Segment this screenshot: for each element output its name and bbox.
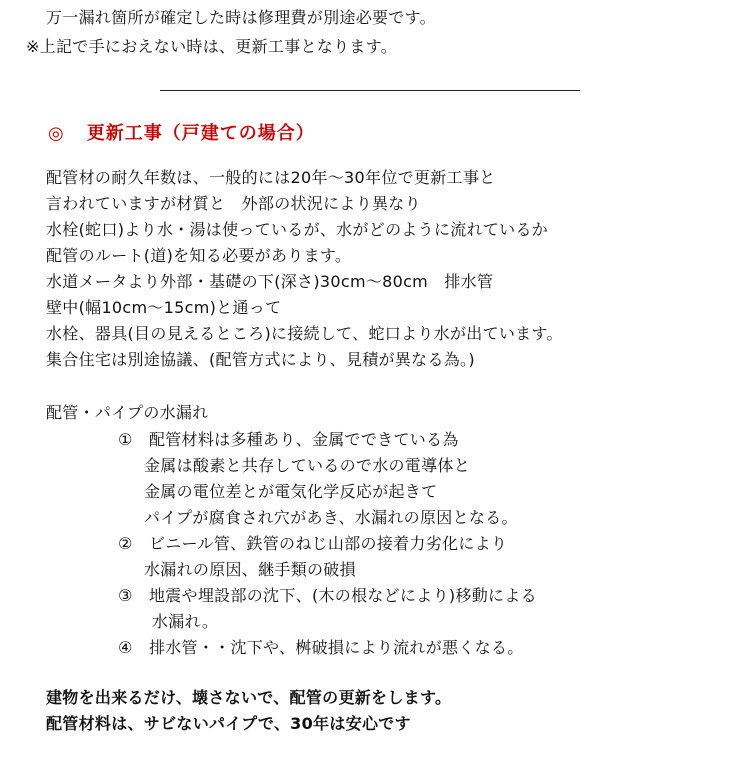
leak-item-1: ① 配管材料は多種あり、金属でできている為	[118, 430, 459, 449]
body-line-7: 水栓、器具(目の見えるところ)に接続して、蛇口より水が出ています。	[46, 324, 563, 343]
leak-item-3: ③ 地震や埋設部の沈下、(木の根などにより)移動による	[118, 586, 537, 605]
leak-item-3-detail: 水漏れ。	[152, 612, 219, 631]
body-line-6: 壁中(幅10cm～15cm)と通って	[46, 298, 282, 317]
body-line-5: 水道メータより外部・基礎の下(深さ)30cm～80cm 排水管	[46, 272, 494, 291]
leak-item-2: ② ビニール管、鉄管のねじ山部の接着力劣化により	[118, 534, 508, 553]
closing-line-2: 配管材料は、サビないパイプで、30年は安心です	[46, 714, 411, 733]
double-circle-icon: ◎	[48, 123, 65, 144]
closing-line-1: 建物を出来るだけ、壊さないで、配管の更新をします。	[46, 688, 452, 707]
leak-item-4: ④ 排水管・・沈下や、桝破損により流れが悪くなる。	[118, 638, 524, 657]
body-line-8: 集合住宅は別途協議、(配管方式により、見積が異なる為。)	[46, 350, 475, 369]
body-line-1: 配管材の耐久年数は、一般的には20年～30年位で更新工事と	[46, 168, 496, 187]
leak-item-1-detail-1: 金属は酸素と共存しているので水の電導体と	[144, 456, 471, 475]
section-heading	[48, 122, 315, 146]
leak-item-1-detail-2: 金属の電位差とが電気化学反応が起きて	[144, 482, 438, 501]
intro-renewal-note: ※上記で手におえない時は、更新工事となります。	[26, 37, 398, 56]
section-divider	[160, 90, 580, 91]
body-line-4: 配管のルート(道)を知る必要があります。	[46, 246, 352, 265]
section-title: 更新工事（戸建ての場合）	[86, 123, 315, 144]
body-line-3: 水栓(蛇口)より水・湯は使っているが、水がどのように流れているか	[46, 220, 549, 239]
body-line-2: 言われていますが材質と 外部の状況により異なり	[46, 194, 421, 213]
leak-item-2-detail: 水漏れの原因、継手類の破損	[144, 560, 356, 579]
leak-section-heading: 配管・パイプの水漏れ	[46, 403, 209, 422]
leak-item-1-detail-3: パイプが腐食され穴があき、水漏れの原因となる。	[144, 508, 518, 527]
intro-repair-cost-note: 万一漏れ箇所が確定した時は修理費が別途必要です。	[46, 8, 436, 27]
